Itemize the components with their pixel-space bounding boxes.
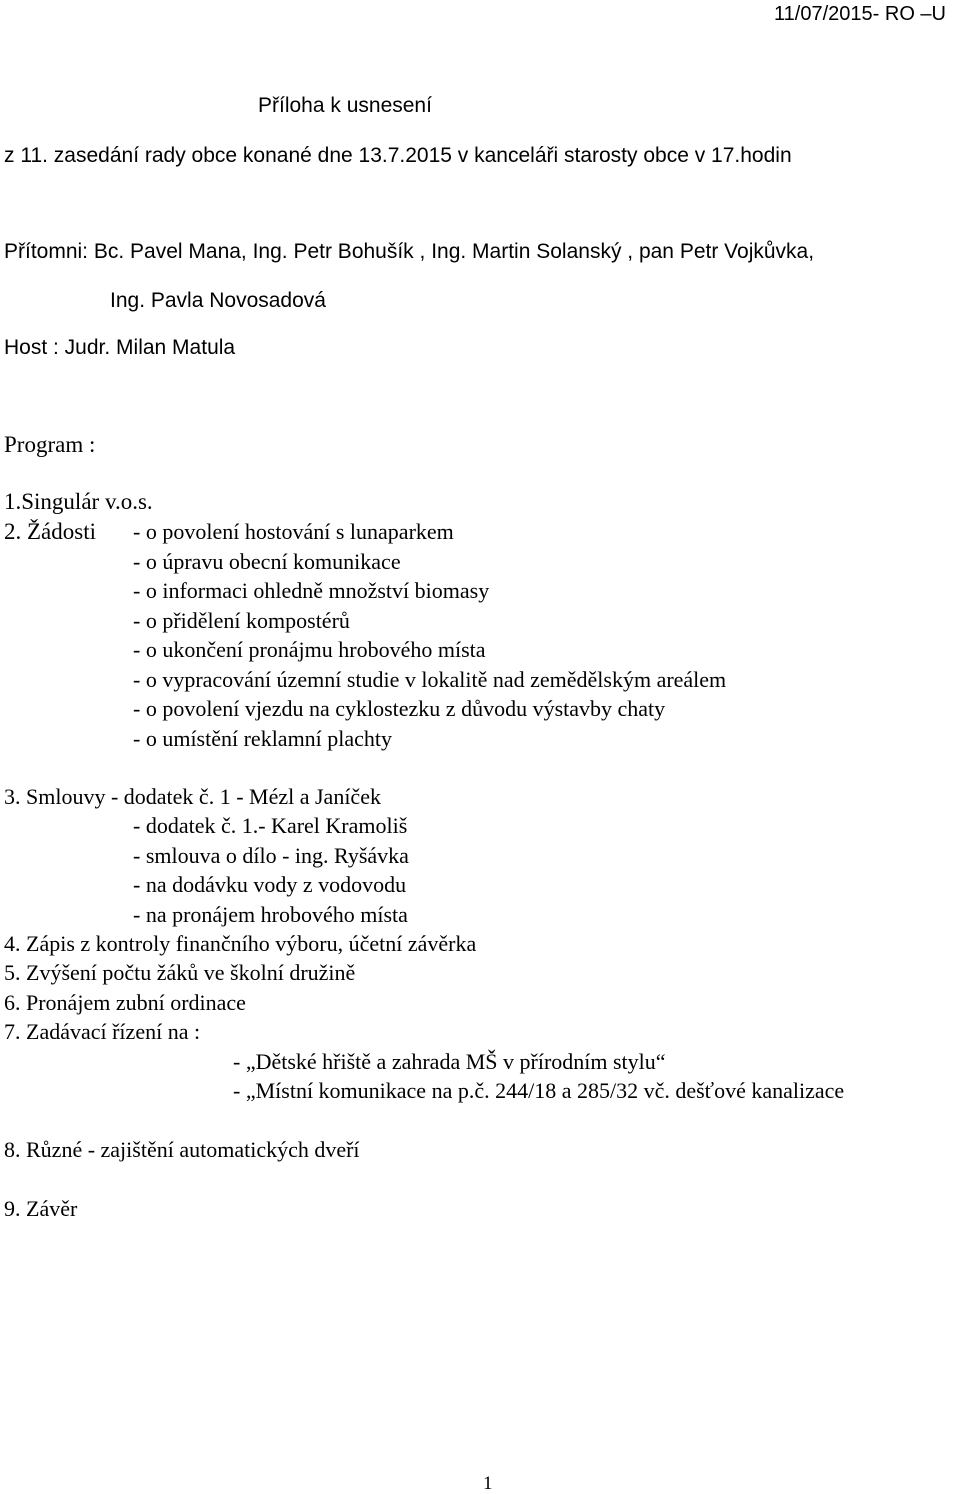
present-line-2: Ing. Pavla Novosadová xyxy=(110,289,326,312)
document-title: Příloha k usnesení xyxy=(258,94,432,117)
program-item-2-sub: - o informaci ohledně množství biomasy xyxy=(133,578,490,603)
program-item-2-sub: - o povolení hostování s lunaparkem xyxy=(133,519,454,544)
program-item-2-sub: - o úpravu obecní komunikace xyxy=(133,549,401,574)
program-item-2-sub: - o umístění reklamní plachty xyxy=(133,726,393,751)
program-item-1: 1.Singulár v.o.s. xyxy=(4,489,153,514)
guest-line: Host : Judr. Milan Matula xyxy=(4,336,236,359)
program-item-2-sub: - o ukončení pronájmu hrobového místa xyxy=(133,637,486,662)
program-item-2-sub: - o povolení vjezdu na cyklostezku z důvodu výstavby chaty xyxy=(133,696,666,721)
program-item-9: 9. Závěr xyxy=(4,1196,78,1221)
program-item-3: 3. Smlouvy - dodatek č. 1 - Mézl a Janíček xyxy=(4,784,381,809)
program-item-3-sub: - dodatek č. 1.- Karel Kramoliš xyxy=(133,813,408,838)
program-item-7: 7. Zadávací řízení na : xyxy=(4,1019,201,1044)
program-item-5: 5. Zvýšení počtu žáků ve školní družině xyxy=(4,960,356,985)
program-item-6: 6. Pronájem zubní ordinace xyxy=(4,990,246,1015)
program-item-7-sub: - „Místní komunikace na p.č. 244/18 a 285/32 vč. dešťové kanalizace xyxy=(233,1078,845,1103)
program-item-2-sub: - o vypracování územní studie v lokalitě nad zemědělským areálem xyxy=(133,667,727,692)
present-line-1: Přítomni: Bc. Pavel Mana, Ing. Petr Bohušík , Ing. Martin Solanský , pan Petr Vojkůvka, xyxy=(4,240,815,263)
program-item-2-sub: - o přidělení kompostérů xyxy=(133,608,350,633)
program-item-3-sub: - na dodávku vody z vodovodu xyxy=(133,872,407,897)
document-subtitle: z 11. zasedání rady obce konané dne 13.7.2015 v kanceláři starosty obce v 17.hodin xyxy=(4,144,792,167)
page-number: 1 xyxy=(483,1473,493,1494)
program-label: Program : xyxy=(4,432,96,457)
document-reference: 11/07/2015- RO –U xyxy=(774,3,946,25)
program-item-4: 4. Zápis z kontroly finančního výboru, účetní závěrka xyxy=(4,931,477,956)
program-item-3-sub: - na pronájem hrobového místa xyxy=(133,902,408,927)
program-item-2: 2. Žádosti xyxy=(4,519,96,544)
program-item-3-sub: - smlouva o dílo - ing. Ryšávka xyxy=(133,843,409,868)
program-item-8: 8. Různé - zajištění automatických dveří xyxy=(4,1137,360,1162)
program-item-7-sub: - „Dětské hřiště a zahrada MŠ v přírodním stylu“ xyxy=(233,1049,666,1074)
